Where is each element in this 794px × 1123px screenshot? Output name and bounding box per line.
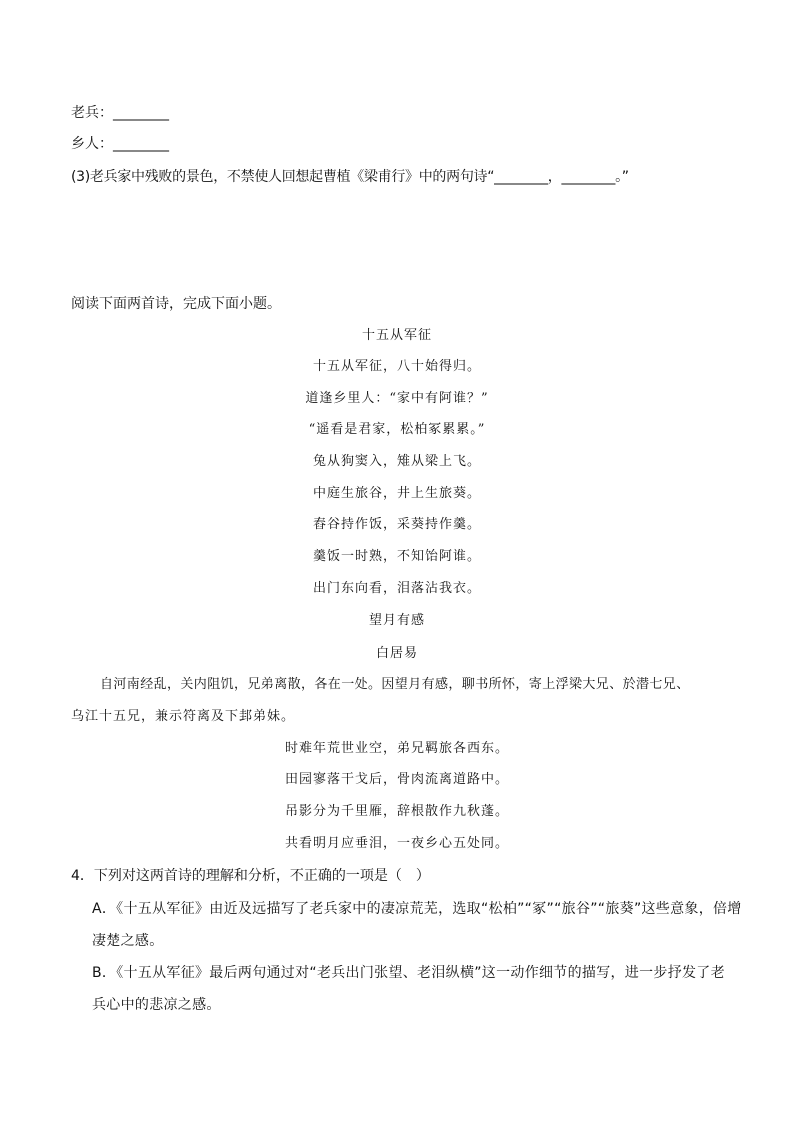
poem2-line: 时难年荒世业空，弟兄羁旅各西东。 xyxy=(284,741,509,756)
question-4-option-a-cont: 凄楚之感。 xyxy=(92,933,164,949)
poem2-title: 望月有感 xyxy=(368,613,425,628)
poem2-line: 共看明月应垂泪，一夜乡心五处同。 xyxy=(284,836,509,851)
poem2-author: 白居易 xyxy=(375,646,418,661)
question-4-option-a: A．《十五从军征》由近及远描写了老兵家中的凄凉荒芜，选取“松柏”“冢”“旅谷”“旅葵”这些意象，倍增 xyxy=(92,901,742,917)
poem1-line: 羹饭一时熟，不知饴阿谁。 xyxy=(312,549,481,564)
poem1-line: 中庭生旅谷，井上生旅葵。 xyxy=(312,486,481,501)
poem2-line: 田园寥落干戈后，骨肉流离道路中。 xyxy=(284,772,509,787)
poem1-line: 兔从狗窦入，雉从梁上飞。 xyxy=(312,454,481,469)
poem2-preface: 乌江十五兄，兼示符离及下邽弟妹。 xyxy=(71,709,296,724)
question-4-option-b-cont: 兵心中的悲凉之感。 xyxy=(92,997,221,1013)
question-3: (3)老兵家中残败的景色，不禁使人回想起曹植《梁甫行》中的两句诗“________，________。” xyxy=(71,169,629,185)
question-4-option-b: B．《十五从军征》最后两句通过对“老兵出门张望、老泪纵横”这一动作细节的描写，进一步抒发了老 xyxy=(92,965,725,981)
poem1-line: 舂谷持作饭，采葵持作羹。 xyxy=(312,517,481,532)
poem2-preface: 自河南经乱，关内阻饥，兄弟离散，各在一处。因望月有感，聊书所怀，寄上浮梁大兄、於潜七兄、 xyxy=(100,677,690,692)
poem1-line: 出门东向看，泪落沾我衣。 xyxy=(312,581,481,596)
poem1-title: 十五从军征 xyxy=(361,328,432,343)
reading-instruction: 阅读下面两首诗，完成下面小题。 xyxy=(71,296,281,312)
poem1-line: 道逢乡里人：“家中有阿谁？” xyxy=(305,391,489,406)
answer-line-soldier: 老兵：________ xyxy=(71,105,169,121)
poem2-line: 吊影分为千里雁，辞根散作九秋蓬。 xyxy=(284,804,509,819)
answer-line-villager: 乡人：________ xyxy=(71,136,169,152)
poem1-line: “遥看是君家，松柏冢累累。” xyxy=(308,422,486,437)
question-4-stem: 4．下列对这两首诗的理解和分析，不正确的一项是（ ） xyxy=(71,868,430,884)
poem1-line: 十五从军征，八十始得归。 xyxy=(312,359,481,374)
